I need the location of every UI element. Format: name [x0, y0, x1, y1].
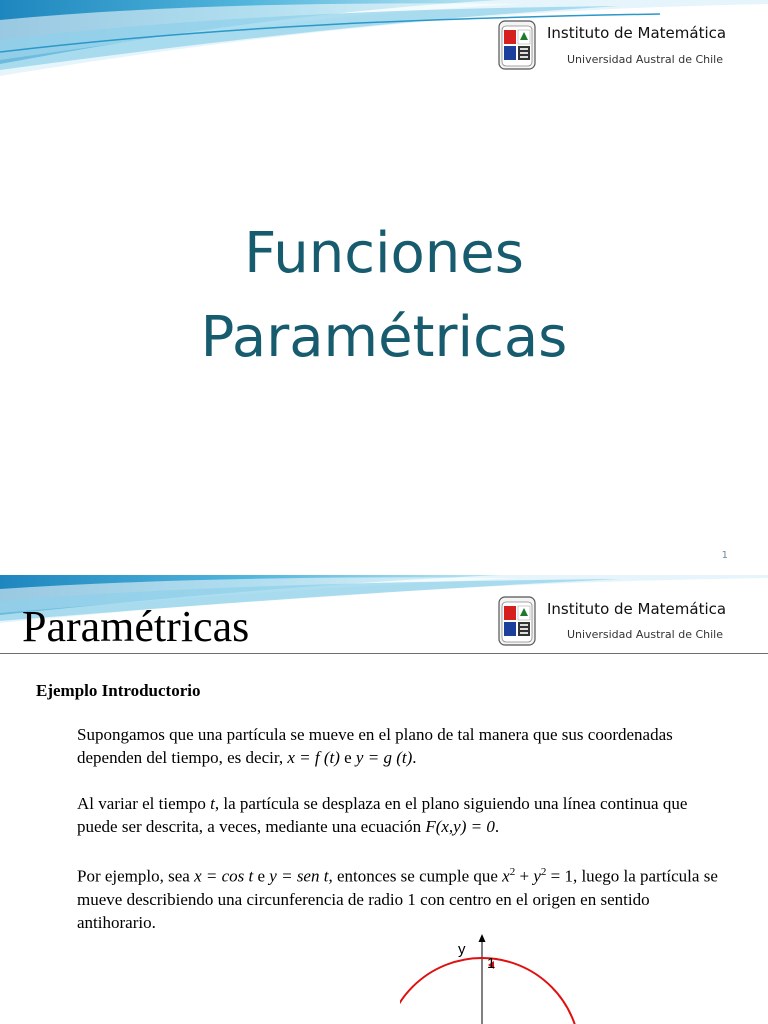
slide-title-line2: Paramétricas [200, 305, 568, 370]
section-heading: Ejemplo Introductorio [36, 681, 201, 700]
university-name: Universidad Austral de Chile [567, 53, 724, 66]
y-axis-label: y [458, 941, 466, 958]
unit-circle-graph [400, 930, 600, 1024]
institute-name: Instituto de Matemática [547, 24, 727, 42]
institute-name: Instituto de Matemática [547, 600, 727, 618]
slide-title: Paramétricas [22, 602, 250, 651]
y-axis-arrow [479, 934, 486, 942]
slide-title-line1: Funciones [244, 221, 524, 286]
slide-number: 1 [721, 550, 728, 561]
university-crest-icon [498, 596, 536, 646]
title-divider [0, 653, 768, 654]
paragraph-2: Al variar el tiempo t, la partícula se desplaza en el plano siguiendo una línea continua que puede ser descrita, a veces, mediante una ecuación F(x,y) = 0. [77, 794, 688, 836]
university-name: Universidad Austral de Chile [567, 628, 724, 641]
paragraph-1: Supongamos que una partícula se mueve en el plano de tal manera que sus coordenadas dependen del tiempo, es decir, x = f (t) e y = g (t). [77, 725, 673, 767]
header-swoosh-decoration [0, 0, 768, 90]
paragraph-3: Por ejemplo, sea x = cos t e y = sen t, entonces se cumple que $x^2 + y^2 = 1$, luego la partícula se mueve describiendo una circunferencia de radio 1 con centro en el origen en sentido antihorario. [77, 866, 718, 932]
university-crest-icon [498, 20, 536, 70]
unit-label: 1 [487, 955, 496, 972]
content-slide [0, 575, 768, 1024]
